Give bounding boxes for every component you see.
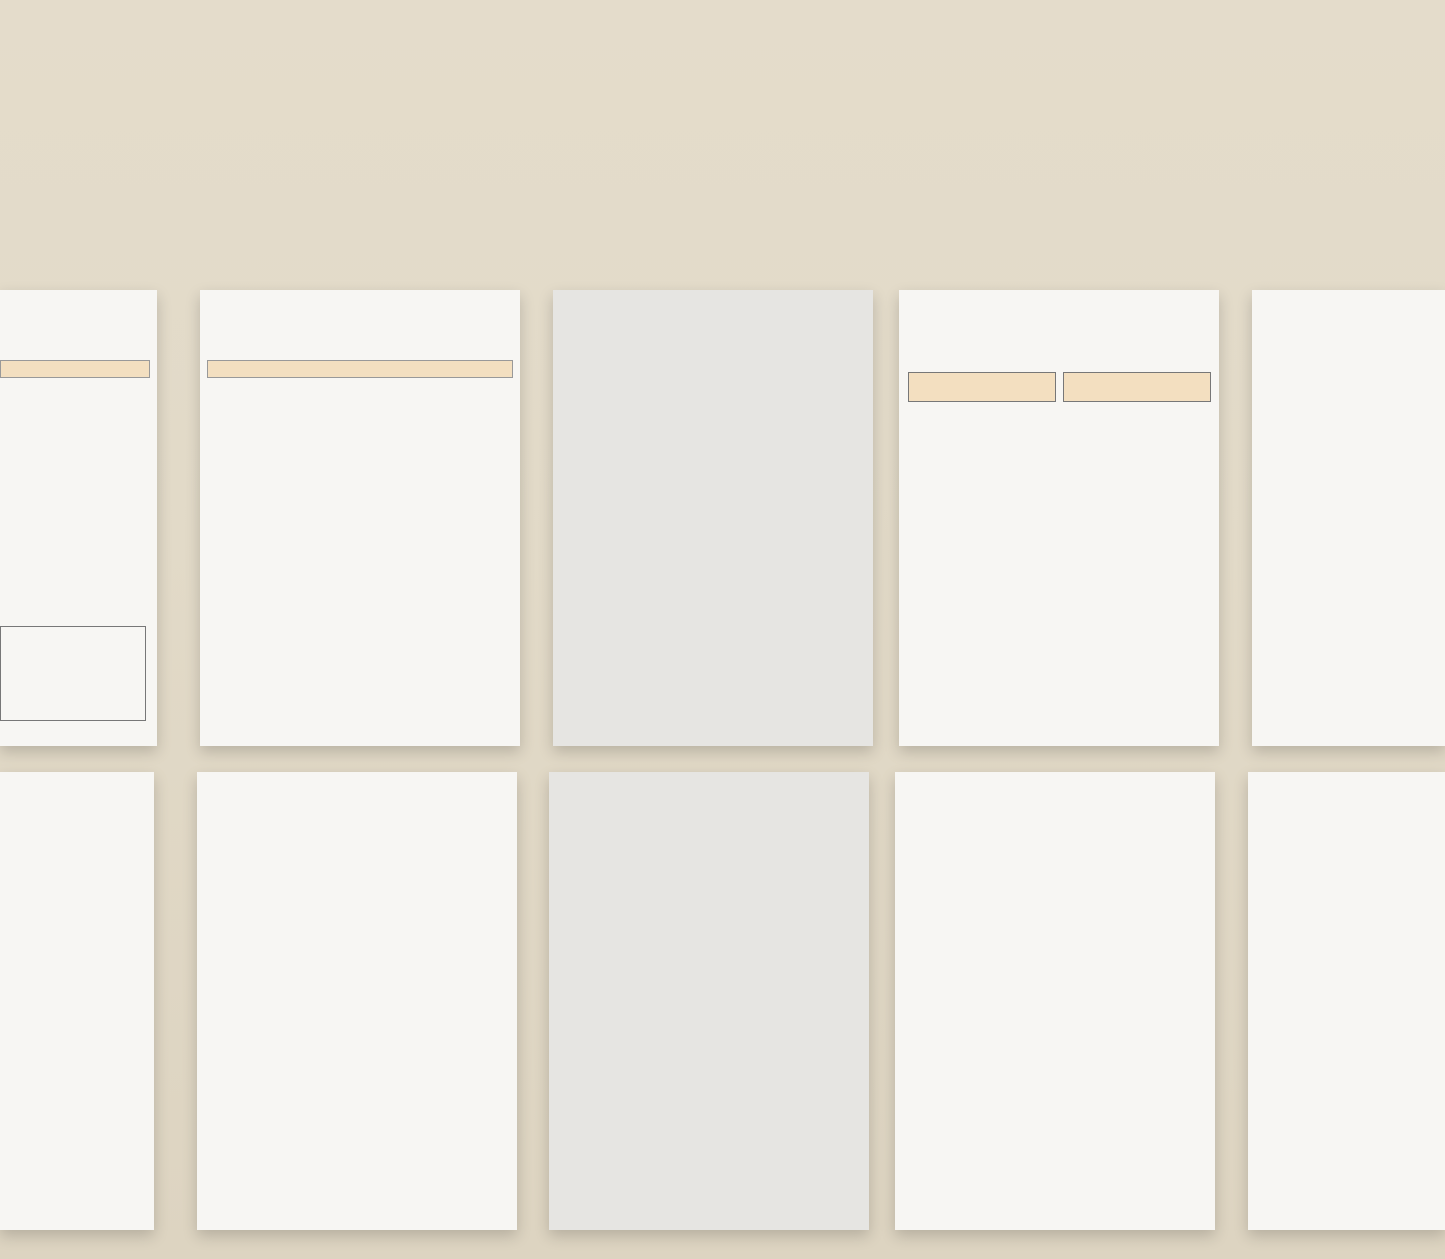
book-tracker-sheet xyxy=(0,772,154,1230)
saving-tracker-sheet xyxy=(899,290,1219,746)
chore-chart-sheet xyxy=(0,290,157,746)
bill-payment-sheet xyxy=(1252,290,1445,746)
expense-tracker-sheet xyxy=(895,772,1215,1230)
monthly-planner-sheet xyxy=(549,772,869,1230)
cleaning-schedule-sheet xyxy=(200,290,520,746)
daily-planner-sheet xyxy=(553,290,873,746)
cleaning-checklist-sheet xyxy=(1248,772,1445,1230)
weekly-planner-sheet xyxy=(197,772,517,1230)
